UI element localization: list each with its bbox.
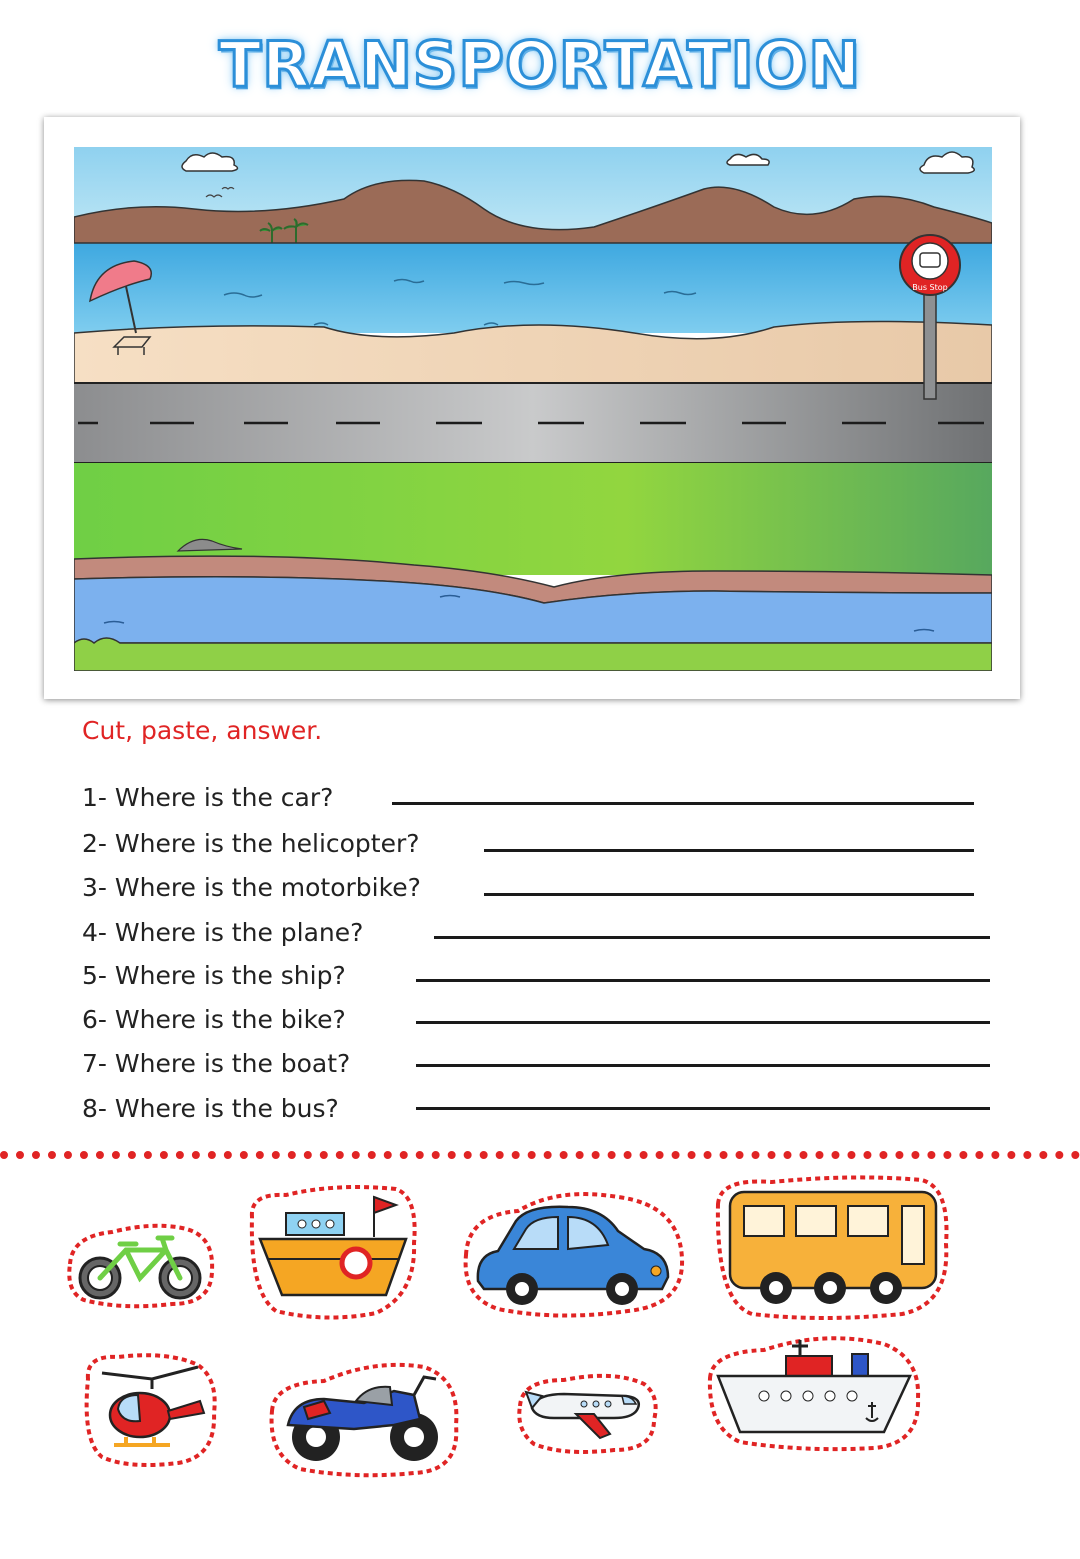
answer-line-1[interactable] — [392, 802, 974, 805]
answer-line-4[interactable] — [434, 936, 990, 939]
bike-icon[interactable] — [62, 1214, 222, 1314]
answer-line-5[interactable] — [416, 979, 990, 982]
car-icon[interactable] — [458, 1185, 690, 1321]
question-4: 4- Where is the plane? — [82, 918, 364, 947]
ship-icon[interactable] — [704, 1328, 924, 1452]
question-2: 2- Where is the helicopter? — [82, 829, 420, 858]
answer-line-7[interactable] — [416, 1064, 990, 1067]
question-3: 3- Where is the motorbike? — [82, 873, 421, 902]
grass-strip — [74, 638, 992, 671]
question-6: 6- Where is the bike? — [82, 1005, 346, 1034]
answer-line-6[interactable] — [416, 1021, 990, 1024]
question-1: 1- Where is the car? — [82, 783, 334, 812]
beach-sand — [74, 321, 992, 383]
sea — [74, 243, 992, 333]
bus-stop-label: Bus Stop — [912, 283, 948, 292]
cut-line — [0, 1151, 1080, 1159]
question-8: 8- Where is the bus? — [82, 1094, 339, 1123]
helicopter-icon[interactable] — [78, 1349, 222, 1469]
question-5: 5- Where is the ship? — [82, 961, 346, 990]
answer-line-3[interactable] — [484, 893, 974, 896]
boat-icon[interactable] — [246, 1183, 422, 1323]
answer-line-8[interactable] — [416, 1107, 990, 1110]
scene-picture — [44, 117, 1020, 699]
motorbike-icon[interactable] — [264, 1355, 464, 1479]
page-title: TRANSPORTATION — [218, 28, 862, 101]
instruction-text: Cut, paste, answer. — [82, 716, 323, 745]
plane-icon[interactable] — [514, 1366, 662, 1456]
scene-illustration — [74, 147, 992, 671]
answer-line-2[interactable] — [484, 849, 974, 852]
question-7: 7- Where is the boat? — [82, 1049, 351, 1078]
bus-icon[interactable] — [712, 1174, 952, 1322]
